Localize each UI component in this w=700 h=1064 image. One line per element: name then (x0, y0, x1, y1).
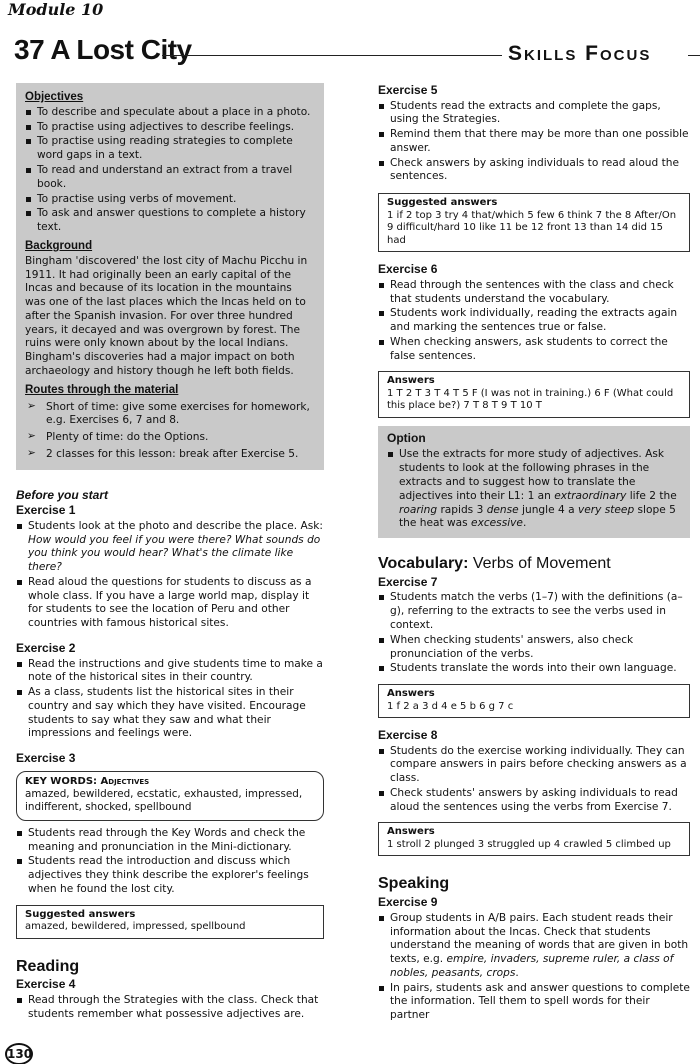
exercise-2-item: As a class, students list the historical sites in their country and say which they have visited. Encourage students to say what they saw and what their impressions and feelings were. (16, 686, 324, 741)
exercise-4-item: Read through the Strategies with the class. Check that students remember what possessive adjectives are. (16, 994, 324, 1022)
background-text: Bingham 'discovered' the lost city of Machu Picchu in 1911. It had originally been an early capital of the Incas and because of its location in the mountains was one of the last places which the Incas held on to after the Spanish invasion. For over three hundred years, it decayed and was overgrown by forest. The ruins were only known about by the local Indians. Bingham's discoveries had a major impact on both archaeology and history though he left both fields. (25, 254, 308, 377)
exercise-1-item: Read aloud the questions for students to discuss as a whole class. If you have a large world map, display it for students to see the location of Peru and other countries with famous historical sites. (16, 576, 324, 631)
exercise-5-heading: Exercise 5 (378, 83, 438, 97)
answers-heading: Suggested answers (25, 908, 136, 920)
routes-list (27, 401, 315, 462)
exercise-8-item: Students do the exercise working individually. They can compare answers in pairs before checking answers as a class. (378, 745, 690, 786)
arrow-icon: ➢ (27, 399, 36, 412)
exercise-1-list (16, 520, 324, 631)
exercise-9-heading: Exercise 9 (378, 895, 438, 910)
left-column (16, 83, 324, 1022)
exercise-5-item: Students read the extracts and complete the gaps, using the Strategies. (378, 100, 690, 128)
answers-text: 1 if 2 top 3 try 4 that/which 5 few 6 think 7 the 8 After/On 9 difficult/hard 10 like 11 be 12 front 13 than 14 did 15 had (387, 209, 677, 246)
exercise-4-heading: Exercise 4 (16, 977, 76, 992)
section-label-rule (688, 55, 700, 56)
answers-text: 1 stroll 2 plunged 3 struggled up 4 crawled 5 climbed up (387, 838, 671, 850)
objectives-list (25, 106, 315, 235)
speaking-heading: Speaking (378, 875, 450, 893)
answers-heading: Answers (387, 375, 435, 387)
objective-item: To practise using adjectives to describe feelings. (25, 121, 315, 135)
exercise-8-list (378, 745, 690, 815)
exercise-9-list (378, 912, 690, 1023)
answers-heading: Suggested answers (387, 197, 498, 209)
exercise-4-list (16, 994, 324, 1022)
exercise-5-item: Remind them that there may be more than one possible answer. (378, 128, 690, 156)
exercise-6-heading: Exercise 6 (378, 262, 438, 277)
page-number: 130 (5, 1043, 33, 1064)
exercise-6-item: Read through the sentences with the class and check that students understand the vocabulary. (378, 279, 690, 307)
exercise-6-item: Students work individually, reading the extracts again and marking the sentences true or false. (378, 307, 690, 335)
option-item: Use the extracts for more study of adjectives. Ask students to look at the following phrases in the extracts and to suggest how to translate the adjectives into their L1: 1 an extraordinary life 2 the roaring rapids 3 dense jungle 4 a very steep slope 5 the heat was excessive. (387, 448, 681, 531)
background-heading: Background (25, 239, 93, 252)
route-item: ➢ Short of time: give some exercises for homework, e.g. Exercises 6, 7 and 8. (27, 399, 310, 427)
exercise-3-list (16, 827, 324, 897)
answers-text: 1 f 2 a 3 d 4 e 5 b 6 g 7 c (387, 700, 514, 712)
answers-text: 1 T 2 T 3 T 4 T 5 F (I was not in training.) 6 F (What could this place be?) 7 T 8 T 9 T 10 T (387, 387, 674, 412)
arrow-icon: ➢ (27, 430, 36, 443)
arrow-icon: ➢ (27, 446, 36, 459)
exercise-9-item: Group students in A/B pairs. Each student reads their information about the Incas. Check that students understand the meaning of words that are given in both texts, e.g. empire, invaders, supreme ruler, a class of nobles, peasants, crops. (378, 912, 690, 981)
key-words-box (16, 771, 324, 821)
before-you-start-heading: Before you start (16, 487, 109, 502)
right-column (378, 83, 690, 1023)
objective-item: To practise using reading strategies to complete word gaps in a text. (25, 135, 315, 163)
unit-title: 37 A Lost City (14, 34, 192, 65)
exercise-1-item: Students look at the photo and describe the place. Ask: How would you feel if you were there? What sounds do you think you would hear? What's the climate like there? (16, 520, 324, 575)
exercise-5-item: Check answers by asking individuals to read aloud the sentences. (378, 157, 690, 185)
exercise-2-item: Read the instructions and give students time to make a note of the historical sites in their country. (16, 658, 324, 686)
exercise-8-answers-box (378, 822, 690, 856)
exercise-7-item: Students translate the words into their own language. (378, 662, 690, 676)
option-list (387, 448, 681, 531)
objective-item: To read and understand an extract from a travel book. (25, 164, 315, 192)
route-item: ➢ Plenty of time: do the Options. (27, 430, 209, 444)
exercise-7-list (378, 591, 690, 676)
exercise-3-item: Students read the introduction and discuss which adjectives they think describe the explorer's feelings when he found the lost city. (16, 855, 324, 896)
vocabulary-heading: Vocabulary: Verbs of Movement (378, 555, 611, 573)
section-label: Skills Focus (508, 42, 652, 65)
exercise-9-item: In pairs, students ask and answer questions to complete the information. Tell them to spell words for their partner (378, 982, 690, 1023)
reading-heading: Reading (16, 957, 80, 975)
exercise-7-item: Students match the verbs (1–7) with the definitions (a–g), referring to the extracts to see the verbs used in context. (378, 591, 690, 632)
answers-heading: Answers (387, 688, 435, 700)
exercise-7-item: When checking students' answers, also check pronunciation of the verbs. (378, 634, 690, 662)
exercise-5-answers-box (378, 193, 690, 252)
exercise-6-list (378, 279, 690, 364)
objective-item: To practise using verbs of movement. (25, 193, 315, 207)
title-rule (162, 55, 502, 56)
exercise-3-item: Students read through the Key Words and check the meaning and pronunciation in the Mini-dictionary. (16, 827, 324, 855)
module-label: Module 10 (8, 0, 104, 19)
exercise-7-heading: Exercise 7 (378, 574, 438, 589)
key-words-heading: KEY WORDS: Adjectives (25, 775, 150, 787)
exercise-8-item: Check students' answers by asking individuals to read aloud the sentences using the verbs from Exercise 7. (378, 787, 690, 815)
exercise-1-heading: Exercise 1 (16, 503, 76, 518)
exercise-3-heading: Exercise 3 (16, 751, 76, 766)
exercise-5-list (378, 100, 690, 185)
option-box (378, 426, 690, 538)
answers-text: amazed, bewildered, impressed, spellbound (25, 921, 246, 933)
objectives-box (16, 83, 324, 470)
exercise-3-answers-box (16, 905, 324, 939)
key-words-list: amazed, bewildered, ecstatic, exhausted, impressed, indifferent, shocked, spellbound (25, 787, 303, 814)
exercise-2-list (16, 658, 324, 742)
exercise-2-heading: Exercise 2 (16, 640, 76, 655)
route-item: ➢ 2 classes for this lesson: break after Exercise 5. (27, 446, 299, 460)
exercise-6-answers-box (378, 371, 690, 418)
exercise-8-heading: Exercise 8 (378, 728, 438, 743)
routes-heading: Routes through the material (25, 383, 179, 396)
objective-item: To describe and speculate about a place in a photo. (25, 106, 315, 120)
exercise-6-item: When checking answers, ask students to correct the false sentences. (378, 336, 690, 364)
objectives-heading: Objectives (25, 91, 84, 103)
exercise-7-answers-box (378, 684, 690, 718)
option-heading: Option (387, 430, 426, 445)
answers-heading: Answers (387, 826, 435, 838)
objective-item: To ask and answer questions to complete a history text. (25, 207, 315, 235)
